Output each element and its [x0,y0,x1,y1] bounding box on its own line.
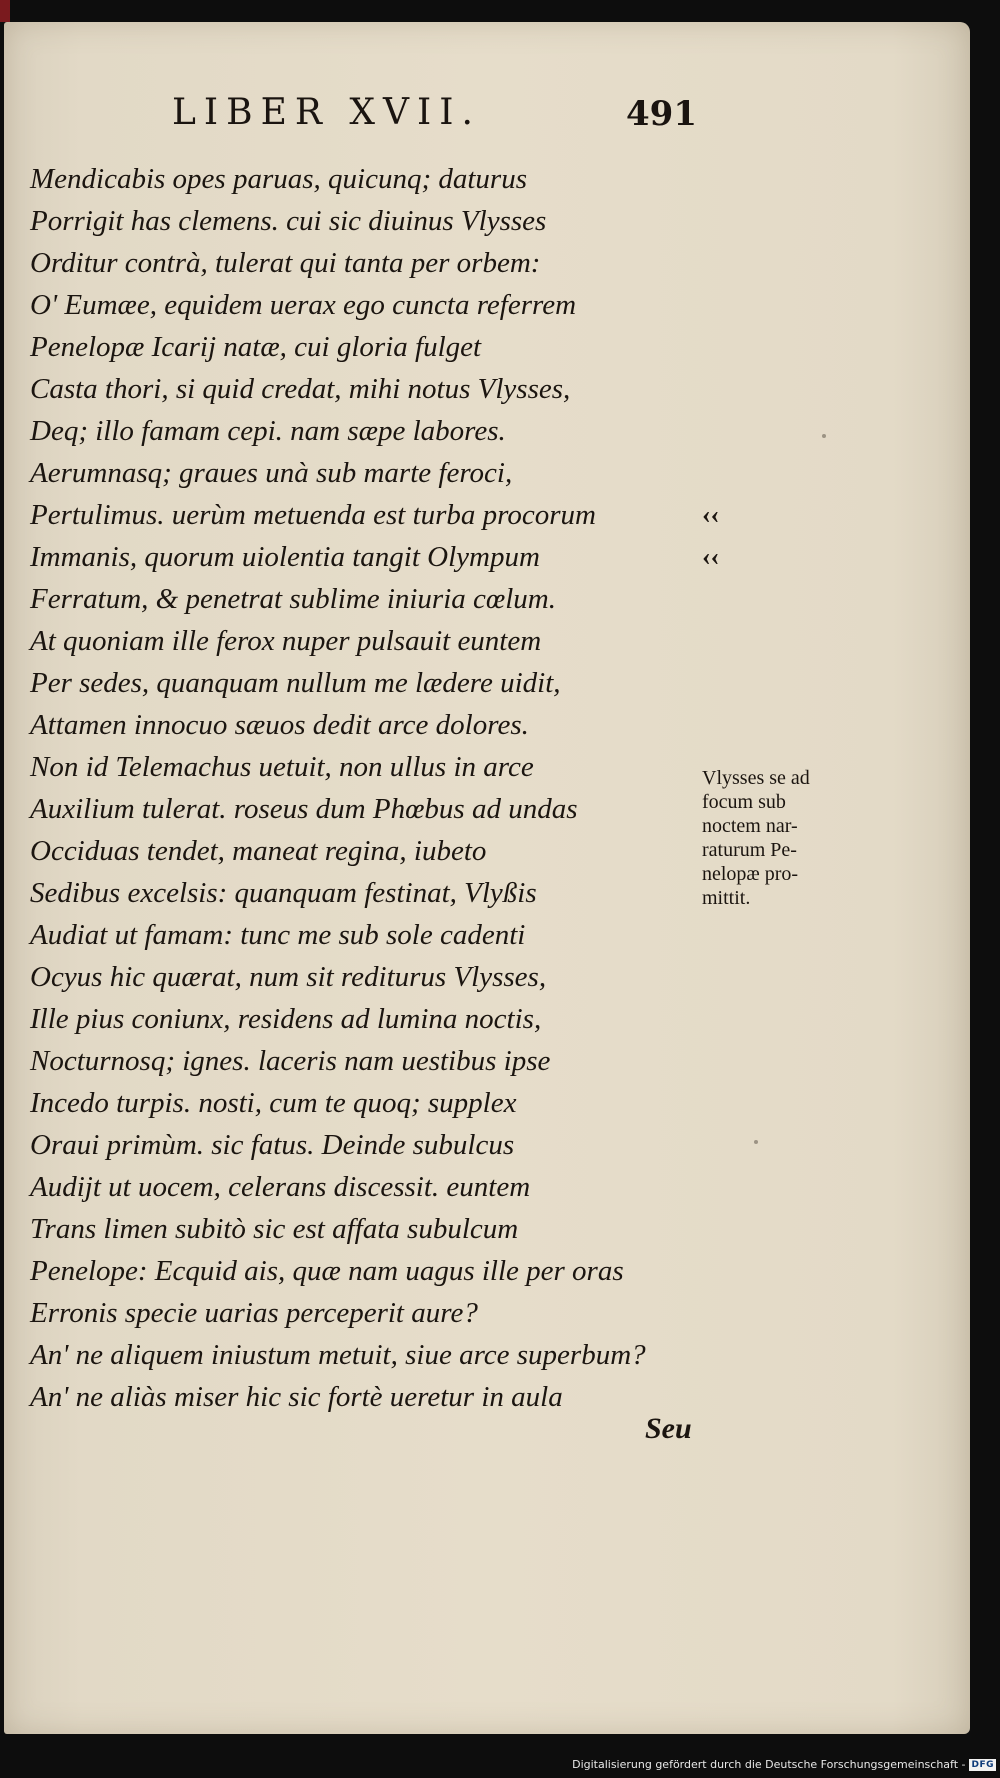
verse-line: Erronis specie uarias perceperit aure? [30,1297,478,1329]
verse-line: Audiat ut famam: tunc me sub sole cadenti [30,919,526,951]
credit-text: Digitalisierung gefördert durch die Deutsche Forschungsgemeinschaft - [572,1758,966,1771]
verse-line: At quoniam ille ferox nuper pulsauit euntem [30,625,542,657]
verse-line: Deq; illo famam cepi. nam sæpe labores. [30,415,506,447]
verse-line: Audijt ut uocem, celerans discessit. euntem [30,1171,531,1203]
verse-line: Nocturnosq; ignes. laceris nam uestibus ipse [30,1045,551,1077]
gloss-line: nelopæ pro- [702,863,799,885]
verse-line: An' ne aliàs miser hic sic fortè ueretur in aula [30,1381,563,1413]
verse-line: An' ne aliquem iniustum metuit, siue arce superbum? [30,1339,646,1371]
quotation-mark: ‹‹ [702,500,720,529]
catchword: Seu [645,1412,692,1445]
binding-edge [0,0,10,22]
gloss-line: noctem nar- [702,815,798,837]
verse-line: Penelopæ Icarij natæ, cui gloria fulget [30,331,482,363]
verse-line: Pertulimus. uerùm metuenda est turba procorum [30,499,596,531]
verse-line: Ocyus hic quærat, num sit rediturus Vlysses, [30,961,547,993]
quotation-mark: ‹‹ [702,542,720,571]
paper-speck [754,1140,758,1144]
verse-line: Mendicabis opes paruas, quicunq; daturus [30,163,527,195]
page-number: 491 [626,94,697,134]
verse-line: Incedo turpis. nosti, cum te quoq; supplex [30,1087,517,1119]
gloss-line: focum sub [702,791,786,813]
verse-line: Aerumnasq; graues unà sub marte feroci, [30,457,513,489]
verse-line: Porrigit has clemens. cui sic diuinus Vlysses [30,205,547,237]
verse-line: Non id Telemachus uetuit, non ullus in arce [30,751,534,783]
verse-line: Immanis, quorum uiolentia tangit Olympum [30,541,540,573]
verse-line: Occiduas tendet, maneat regina, iubeto [30,835,487,867]
verse-line: Sedibus excelsis: quanquam festinat, Vlyßis [30,877,537,909]
verse-line: Per sedes, quanquam nullum me lædere uidit, [30,667,561,699]
verse-line: Ferratum, & penetrat sublime iniuria cœlum. [30,583,556,615]
paper-speck [822,434,826,438]
verse-line: Penelope: Ecquid ais, quæ nam uagus ille per oras [30,1255,624,1287]
verse-text [30,158,690,1418]
verse-line: Orditur contrà, tulerat qui tanta per orbem: [30,247,541,279]
gloss-line: raturum Pe- [702,839,797,861]
gloss-line: mittit. [702,887,751,909]
verse-line: Oraui primùm. sic fatus. Deinde subulcus [30,1129,515,1161]
verse-line: Auxilium tulerat. roseus dum Phœbus ad undas [30,793,578,825]
verse-line: Attamen innocuo sæuos dedit arce dolores. [30,709,529,741]
verse-line: Trans limen subitò sic est affata subulcum [30,1213,519,1245]
verse-line: Ille pius coniunx, residens ad lumina noctis, [30,1003,542,1035]
digitization-credit [572,1758,996,1771]
verse-line: Casta thori, si quid credat, mihi notus Vlysses, [30,373,571,405]
dfg-logo: DFG [971,1759,994,1770]
marginal-gloss [702,766,862,910]
gloss-line: Vlysses se ad [702,767,810,789]
verse-line: O' Eumæe, equidem uerax ego cuncta referrem [30,289,577,321]
running-head: LIBER XVII. [172,92,481,133]
